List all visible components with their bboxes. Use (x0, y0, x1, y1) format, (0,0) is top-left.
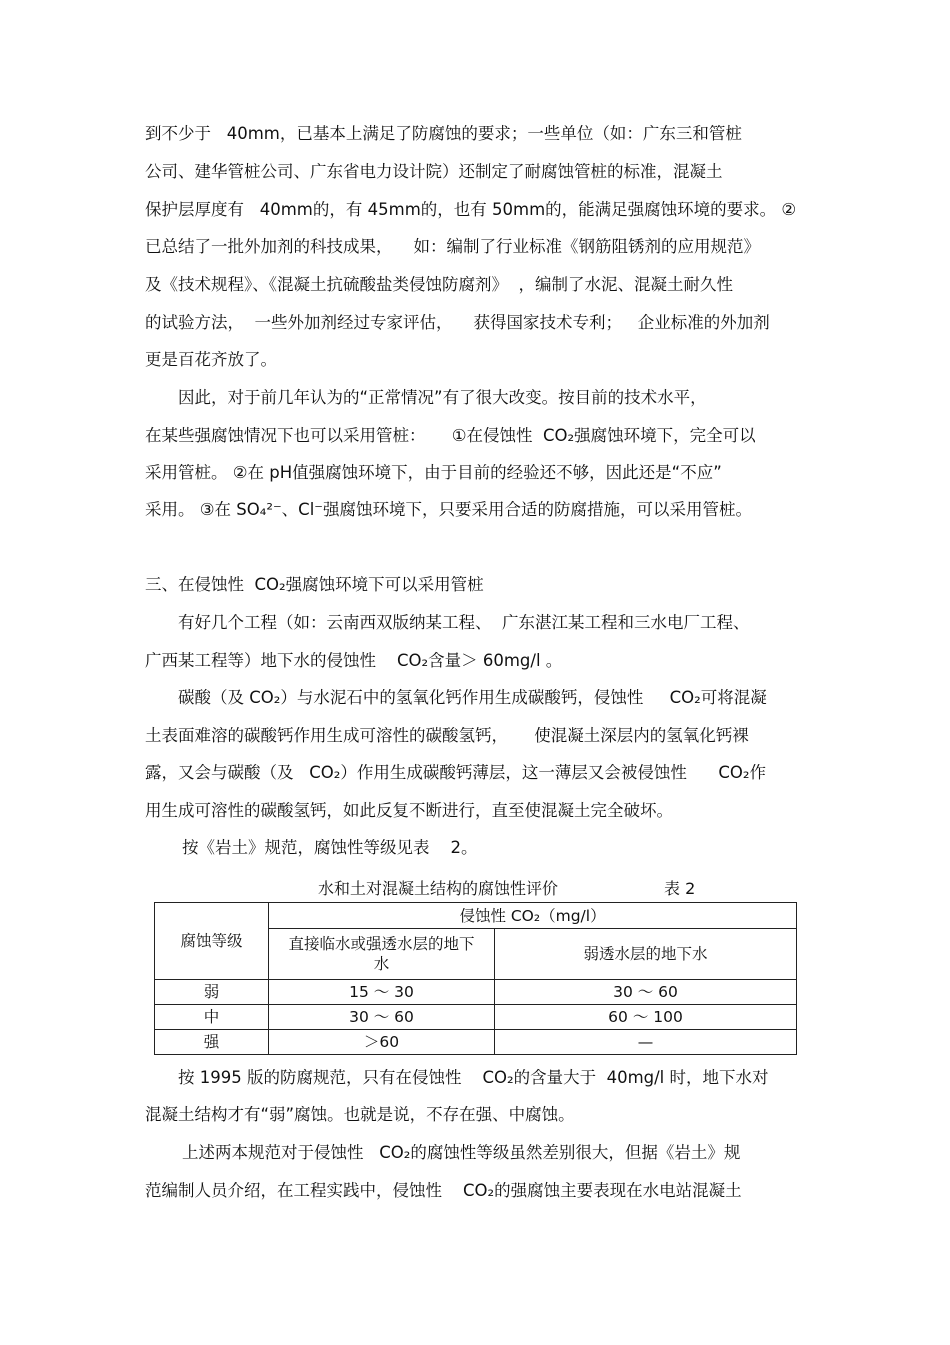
paragraph-line: 范编制人员介绍，在工程实践中，侵蚀性 CO₂的强腐蚀主要表现在水电站混凝土 (145, 1181, 742, 1200)
value-cell: 60 ～ 100 (495, 1004, 797, 1029)
paragraph-line: 公司、建华管桩公司、广东省电力设计院）还制定了耐腐蚀管桩的标准，混凝土 (145, 162, 723, 181)
value-cell: 30 ～ 60 (495, 979, 797, 1004)
value-cell: 15 ～ 30 (269, 979, 495, 1004)
paragraph-line: 有好几个工程（如：云南西双版纳某工程、 广东湛江某工程和三水电厂工程、 (178, 613, 750, 632)
paragraph-line: 的试验方法， 一些外加剂经过专家评估， 获得国家技术专利； 企业标准的外加剂 (145, 313, 770, 332)
paragraph-line: 到不少于 40mm，已基本上满足了防腐蚀的要求；一些单位（如：广东三和管桩 (145, 124, 742, 143)
paragraph-line: 采用管桩。 ②在 pH值强腐蚀环境下，由于目前的经验还不够，因此还是“不应” (145, 463, 722, 482)
table-row (155, 1004, 797, 1029)
paragraph-line: 碳酸（及 CO₂）与水泥石中的氢氧化钙作用生成碳酸钙，侵蚀性 CO₂可将混凝 (178, 688, 767, 707)
header-co2-group: 侵蚀性 CO₂（mg/l） (269, 903, 797, 929)
grade-cell: 弱 (155, 979, 269, 1004)
header-weak-permeable: 弱透水层的地下水 (495, 929, 797, 979)
corrosion-grade-table (154, 902, 797, 1055)
paragraph-line: 更是百花齐放了。 (145, 350, 277, 369)
table-caption: 水和土对混凝土结构的腐蚀性评价 (318, 879, 559, 898)
value-cell: 30 ～ 60 (269, 1004, 495, 1029)
table-number: 表 2 (664, 879, 696, 898)
paragraph-line: 保护层厚度有 40mm的，有 45mm的，也有 50mm的，能满足强腐蚀环境的要求。 ② (145, 200, 797, 219)
paragraph-line: 按 1995 版的防腐规范，只有在侵蚀性 CO₂的含量大于 40mg/l 时，地下水对 (178, 1068, 769, 1087)
paragraph-line: 混凝土结构才有“弱”腐蚀。也就是说，不存在强、中腐蚀。 (145, 1105, 575, 1124)
section-heading: 三、在侵蚀性 CO₂强腐蚀环境下可以采用管桩 (145, 575, 484, 594)
value-cell: ＞60 (269, 1029, 495, 1054)
grade-cell: 中 (155, 1004, 269, 1029)
paragraph-line: 因此，对于前几年认为的“正常情况”有了很大改变。按目前的技术水平， (178, 388, 707, 407)
table-row (155, 979, 797, 1004)
paragraph-line: 及《技术规程》、《混凝土抗硫酸盐类侵蚀防腐剂》 ，编制了水泥、混凝土耐久性 (145, 275, 733, 294)
paragraph-line: 广西某工程等）地下水的侵蚀性 CO₂含量＞ 60mg/l 。 (145, 651, 563, 670)
header-grade: 腐蚀等级 (155, 903, 269, 980)
paragraph-line: 露，又会与碳酸（及 CO₂）作用生成碳酸钙薄层，这一薄层又会被侵蚀性 CO₂作 (145, 763, 766, 782)
paragraph-line: 用生成可溶性的碳酸氢钙，如此反复不断进行，直至使混凝土完全破坏。 (145, 801, 673, 820)
table-row (155, 1029, 797, 1054)
paragraph-line: 采用。 ③在 SO₄²⁻、Cl⁻强腐蚀环境下，只要采用合适的防腐措施，可以采用管桩。 (145, 500, 752, 519)
grade-cell: 强 (155, 1029, 269, 1054)
paragraph-line: 已总结了一批外加剂的科技成果， 如：编制了行业标准《钢筋阻锈剂的应用规范》 (145, 237, 760, 256)
paragraph-line: 上述两本规范对于侵蚀性 CO₂的腐蚀性等级虽然差别很大，但据《岩土》规 (182, 1143, 741, 1162)
header-direct-water: 直接临水或强透水层的地下水 (269, 929, 495, 979)
paragraph-line: 按《岩土》规范，腐蚀性等级见表 2。 (182, 838, 478, 857)
paragraph-line: 在某些强腐蚀情况下也可以采用管桩： ①在侵蚀性 CO₂强腐蚀环境下，完全可以 (145, 426, 756, 445)
paragraph-line: 土表面难溶的碳酸钙作用生成可溶性的碳酸氢钙， 使混凝土深层内的氢氧化钙裸 (145, 726, 749, 745)
value-cell: — (495, 1029, 797, 1054)
